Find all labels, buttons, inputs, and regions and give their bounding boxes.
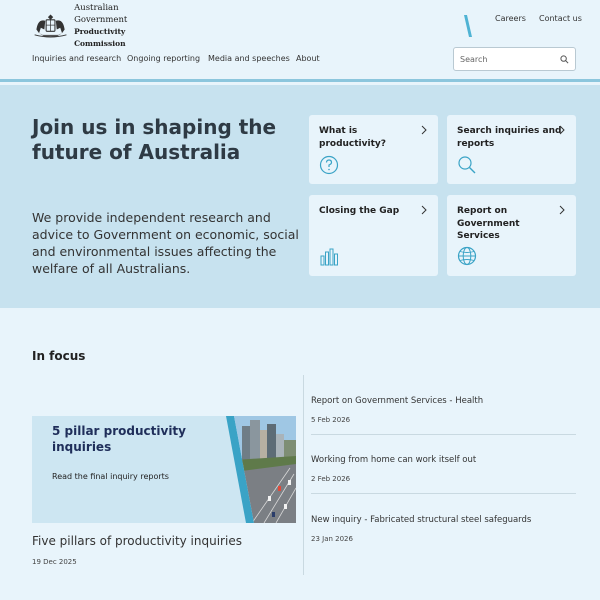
bar-chart-icon [319,246,339,266]
coat-of-arms-icon [32,10,69,42]
news-item[interactable] [311,494,576,554]
search-input[interactable] [460,55,556,64]
card-report-on-government-services[interactable] [447,195,576,276]
news-title[interactable]: Working from home can work itself out [311,455,477,465]
city-motorway-photo [212,416,296,523]
feature-date: 19 Dec 2025 [32,558,77,566]
nav-media-and-speeches[interactable]: Media and speeches [208,54,290,63]
chevron-right-icon [420,125,428,135]
nav-about[interactable]: About [296,54,320,63]
feature-image-title: 5 pillar productivity inquiries [52,424,186,454]
chevron-right-icon [420,205,428,215]
card-what-is-productivity[interactable] [309,115,438,184]
column-divider [303,375,304,575]
question-icon [319,155,339,175]
feature-title-link[interactable]: Five pillars of productivity inquiries [32,534,242,548]
search-box [453,47,576,71]
news-title[interactable]: Report on Government Services - Health [311,396,484,406]
search-icon[interactable] [560,55,569,64]
logo-line-1: Australian Government [74,3,128,25]
chevron-right-icon [558,125,566,135]
card-title: Search inquiries and reports [457,126,562,149]
card-title: Report on Government Services [457,206,520,241]
site-logo[interactable] [32,3,167,48]
nav-ongoing-reporting[interactable]: Ongoing reporting [127,54,201,63]
site-header [0,0,600,82]
news-item[interactable] [311,434,576,494]
chevron-right-icon [558,205,566,215]
card-title: What is productivity? [319,126,386,149]
card-closing-the-gap[interactable] [309,195,438,276]
news-date: 2 Feb 2026 [311,475,351,483]
contact-us-link[interactable]: Contact us [539,14,582,23]
card-search-inquiries-and-reports[interactable] [447,115,576,184]
news-item[interactable] [311,375,576,435]
news-date: 5 Feb 2026 [311,416,351,424]
logo-text [74,2,167,50]
card-title: Closing the Gap [319,206,400,216]
feature-image[interactable] [32,416,296,523]
careers-link[interactable]: Careers [495,14,526,23]
hero-description: We provide independent research and advice to Government on economic, social and environmental issues affecting the welfare of all Australians. [32,210,299,276]
search-icon [457,155,477,175]
nav-inquiries-and-research[interactable]: Inquiries and research [32,54,122,63]
hero-section [0,85,600,308]
news-date: 23 Jan 2026 [311,535,353,543]
globe-icon [457,246,477,266]
brand-accent-stroke-icon [464,15,472,37]
feature-image-subtitle: Read the final inquiry reports [52,472,169,481]
logo-line-2: Productivity Commission [74,27,126,48]
in-focus-heading: In focus [32,349,86,363]
hero-title: Join us in shaping the future of Australia [32,115,277,164]
news-title[interactable]: New inquiry - Fabricated structural steel safeguards [311,515,532,525]
